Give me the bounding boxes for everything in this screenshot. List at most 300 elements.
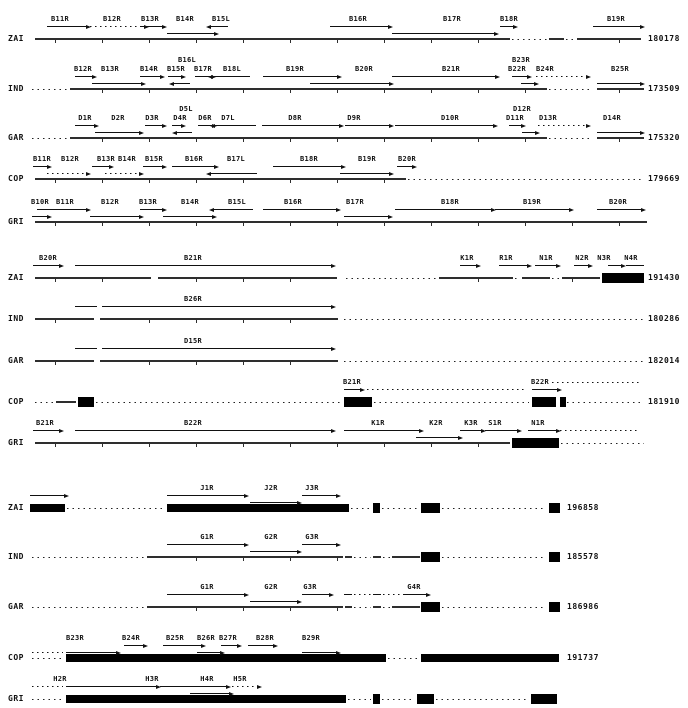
gene-arrow-line: [263, 76, 338, 77]
tick-mark: [478, 444, 479, 447]
gene-label-b14r: B14R: [117, 155, 137, 163]
tick-mark: [102, 40, 103, 43]
tick-mark: [196, 608, 197, 611]
arrowhead-right-icon: [337, 75, 342, 79]
line-segment-gap-dotted: [383, 556, 390, 558]
line-segment-gap-dotted: [567, 401, 644, 403]
gene-label-b21r: B21R: [183, 254, 203, 262]
gene-arrow-line: [190, 693, 230, 694]
tick-mark: [619, 223, 620, 226]
line-segment-gap-dotted: [436, 698, 529, 700]
arrowhead-right-icon: [517, 429, 522, 433]
gene-label-b15r: B15R: [144, 155, 164, 163]
gene-arrow-line: [552, 382, 640, 383]
arrowhead-right-icon: [162, 124, 167, 128]
line-segment-black-box: [549, 552, 560, 562]
line-segment-solid: [35, 178, 406, 180]
tick-mark: [290, 608, 291, 611]
tick-mark: [55, 180, 56, 183]
arrowhead-right-icon: [426, 593, 431, 597]
endpoint-number: 196858: [567, 503, 599, 512]
arrowhead-right-icon: [412, 165, 417, 169]
gene-label-b22r: B22R: [507, 65, 527, 73]
tick-mark: [196, 180, 197, 183]
gene-arrow-line: [626, 265, 644, 266]
tick-mark: [243, 90, 244, 93]
gene-arrow-line: [383, 594, 400, 595]
line-segment-gap-dotted: [442, 556, 546, 558]
tick-mark: [149, 40, 150, 43]
tick-mark: [478, 223, 479, 226]
arrowhead-right-icon: [521, 124, 526, 128]
arrowhead-right-icon: [244, 543, 249, 547]
arrowhead-right-icon: [109, 165, 114, 169]
gene-label-d11r: D11R: [505, 114, 525, 122]
arrowhead-left-icon: [172, 131, 177, 135]
gene-arrow-line: [522, 132, 536, 133]
tick-mark: [243, 223, 244, 226]
gene-label-g1r: G1R: [200, 583, 214, 591]
gene-arrow-line: [521, 83, 535, 84]
arrowhead-right-icon: [226, 685, 231, 689]
tick-mark: [290, 279, 291, 282]
tick-mark: [243, 139, 244, 142]
tick-mark: [290, 90, 291, 93]
tick-mark: [431, 444, 432, 447]
gene-arrow-line: [250, 551, 298, 552]
tick-mark: [290, 139, 291, 142]
arrowhead-right-icon: [336, 208, 341, 212]
gene-label-b12r: B12R: [60, 155, 80, 163]
gene-label-b15l: B15L: [211, 15, 231, 23]
gene-arrow-line: [532, 389, 558, 390]
gene-arrow-line: [124, 645, 144, 646]
arrowhead-right-icon: [527, 264, 532, 268]
arrowhead-right-icon: [569, 208, 574, 212]
gene-arrow-line: [485, 430, 518, 431]
tick-mark: [431, 223, 432, 226]
gene-arrow-line: [102, 306, 332, 307]
gene-label-g3r: G3R: [305, 533, 319, 541]
gene-arrow-line: [75, 306, 97, 307]
line-segment-solid: [549, 38, 564, 40]
line-segment-gap-dotted: [549, 137, 590, 139]
arrowhead-right-icon: [59, 264, 64, 268]
gene-arrow-line: [395, 125, 494, 126]
gene-label-b29r: B29R: [301, 634, 321, 642]
line-segment-gap-dotted: [32, 698, 64, 700]
row-label-gri: GRI: [8, 217, 24, 226]
gene-label-b26r: B26R: [183, 295, 203, 303]
arrowhead-right-icon: [116, 651, 121, 655]
gene-label-b14r: B14R: [139, 65, 159, 73]
gene-arrow-line: [167, 33, 215, 34]
endpoint-number: 175320: [648, 133, 680, 142]
line-segment-gap-dotted: [382, 507, 419, 509]
arrowhead-right-icon: [513, 25, 518, 29]
tick-mark: [102, 279, 103, 282]
gene-arrow-line: [143, 166, 163, 167]
tick-mark: [337, 90, 338, 93]
line-segment-black-box: [549, 602, 560, 612]
gene-arrow-line: [75, 265, 332, 266]
gene-arrow-line: [367, 389, 527, 390]
arrowhead-right-icon: [339, 124, 344, 128]
gene-label-g3r: G3R: [303, 583, 317, 591]
gene-label-g2r: G2R: [264, 583, 278, 591]
gene-arrow-line: [66, 686, 157, 687]
tick-mark: [149, 139, 150, 142]
gene-arrow-line: [560, 430, 640, 431]
line-segment-solid: [373, 556, 381, 558]
gene-arrow-line: [392, 76, 496, 77]
arrowhead-left-icon: [206, 172, 211, 176]
gene-arrow-line: [92, 83, 142, 84]
row-label-gar: GAR: [8, 133, 24, 142]
arrowhead-right-icon: [59, 429, 64, 433]
endpoint-number: 182014: [648, 356, 680, 365]
tick-mark: [619, 90, 620, 93]
row-label-gri: GRI: [8, 694, 24, 703]
gene-label-b20r: B20R: [38, 254, 58, 262]
line-segment-black-box: [373, 694, 380, 704]
endpoint-number: 173509: [648, 84, 680, 93]
line-segment-gap-dotted: [35, 401, 54, 403]
line-segment-solid: [392, 606, 420, 608]
gene-label-b21r: B21R: [441, 65, 461, 73]
arrowhead-right-icon: [534, 82, 539, 86]
line-segment-gap-dotted: [354, 556, 371, 558]
arrowhead-right-icon: [493, 124, 498, 128]
arrowhead-right-icon: [229, 692, 234, 696]
line-segment-solid: [70, 88, 547, 90]
arrowhead-right-icon: [388, 215, 393, 219]
gene-label-b19r: B19R: [606, 15, 626, 23]
tick-mark: [196, 90, 197, 93]
line-segment-black-box: [549, 503, 560, 513]
gene-label-b16r: B16R: [184, 155, 204, 163]
gene-arrow-line: [168, 76, 182, 77]
line-segment-black-box: [560, 397, 566, 407]
line-segment-gap-dotted: [344, 318, 644, 320]
tick-mark: [384, 90, 385, 93]
arrowhead-right-icon: [64, 494, 69, 498]
gene-label-b28r: B28R: [255, 634, 275, 642]
tick-mark: [384, 40, 385, 43]
row-label-zai: ZAI: [8, 503, 24, 512]
gene-label-b18l: B18L: [222, 65, 242, 73]
row-label-ind: IND: [8, 84, 24, 93]
gene-label-b18r: B18R: [499, 15, 519, 23]
gene-arrow-line: [330, 26, 389, 27]
arrowhead-right-icon: [160, 75, 165, 79]
gene-arrow-line: [163, 645, 202, 646]
gene-label-h3r: H3R: [145, 675, 159, 683]
gene-label-b19r: B19R: [285, 65, 305, 73]
line-segment-gap-dotted: [552, 277, 560, 279]
tick-mark: [102, 180, 103, 183]
gene-label-d5l: D5L: [179, 105, 193, 113]
gene-label-n1r: N1R: [531, 419, 545, 427]
gene-arrow-line: [536, 76, 587, 77]
gene-arrow-line: [354, 594, 371, 595]
arrowhead-right-icon: [181, 124, 186, 128]
tick-mark: [290, 320, 291, 323]
tick-mark: [243, 558, 244, 561]
gene-label-b24r: B24R: [535, 65, 555, 73]
gene-label-b26r: B26R: [196, 634, 216, 642]
gene-label-b13r: B13R: [100, 65, 120, 73]
gene-arrow-line: [344, 216, 389, 217]
tick-mark: [619, 139, 620, 142]
line-segment-solid: [100, 360, 338, 362]
arrowhead-right-icon: [586, 75, 591, 79]
gene-arrow-line: [528, 430, 557, 431]
tick-mark: [478, 279, 479, 282]
row-label-ind: IND: [8, 314, 24, 323]
gene-arrow-line: [33, 265, 60, 266]
tick-mark: [525, 223, 526, 226]
arrowhead-right-icon: [214, 32, 219, 36]
tick-mark: [337, 40, 338, 43]
line-segment-solid: [100, 318, 338, 320]
gene-arrow-line: [597, 132, 641, 133]
gene-label-b20r: B20R: [608, 198, 628, 206]
arrowhead-right-icon: [162, 165, 167, 169]
tick-mark: [55, 444, 56, 447]
arrowhead-right-icon: [341, 165, 346, 169]
arrowhead-right-icon: [329, 593, 334, 597]
endpoint-number: 186986: [567, 602, 599, 611]
line-segment-gap-dotted: [346, 277, 437, 279]
line-segment-solid: [345, 606, 352, 608]
tick-mark: [243, 444, 244, 447]
row-label-cop: COP: [8, 174, 24, 183]
gene-label-d6r: D6R: [198, 114, 212, 122]
line-segment-gap-dotted: [515, 277, 520, 279]
gene-arrow-line: [344, 389, 361, 390]
gene-arrow-line: [32, 686, 63, 687]
gene-label-b24r: B24R: [121, 634, 141, 642]
line-segment-black-box: [344, 397, 372, 407]
arrowhead-left-icon: [169, 82, 174, 86]
tick-mark: [196, 558, 197, 561]
row-label-ind: IND: [8, 552, 24, 561]
gene-label-b22r: B22R: [530, 378, 550, 386]
arrowhead-right-icon: [214, 165, 219, 169]
arrowhead-right-icon: [237, 644, 242, 648]
arrowhead-right-icon: [331, 429, 336, 433]
line-segment-gap-dotted: [408, 178, 641, 180]
gene-arrow-line: [163, 216, 213, 217]
row-label-zai: ZAI: [8, 273, 24, 282]
gene-label-k1r: K1R: [460, 254, 474, 262]
line-segment-gap-dotted: [32, 137, 68, 139]
arrowhead-right-icon: [162, 25, 167, 29]
line-segment-solid: [577, 38, 641, 40]
arrowhead-right-icon: [419, 429, 424, 433]
gene-arrow-line: [145, 125, 163, 126]
arrowhead-right-icon: [141, 82, 146, 86]
tick-mark: [149, 320, 150, 323]
tick-mark: [102, 139, 103, 142]
line-segment-gap-dotted: [382, 698, 415, 700]
arrowhead-right-icon: [331, 347, 336, 351]
gene-arrow-line: [460, 265, 477, 266]
gene-arrow-line: [535, 265, 557, 266]
line-segment-gap-dotted: [561, 442, 644, 444]
gene-label-b11r: B11R: [55, 198, 75, 206]
tick-mark: [243, 279, 244, 282]
arrowhead-right-icon: [181, 75, 186, 79]
gene-label-s1r: S1R: [488, 419, 502, 427]
gene-arrow-line: [33, 166, 48, 167]
tick-mark: [196, 362, 197, 365]
line-segment-solid: [35, 38, 510, 40]
arrowhead-left-icon: [208, 75, 213, 79]
line-segment-solid: [56, 401, 76, 403]
gene-arrow-line: [75, 430, 332, 431]
gene-arrow-line: [32, 216, 48, 217]
tick-mark: [196, 40, 197, 43]
gene-arrow-line: [141, 26, 163, 27]
arrowhead-right-icon: [588, 264, 593, 268]
tick-mark: [337, 180, 338, 183]
gene-arrow-line: [90, 26, 145, 27]
arrowhead-right-icon: [336, 543, 341, 547]
arrowhead-right-icon: [162, 208, 167, 212]
arrowhead-right-icon: [527, 75, 532, 79]
gene-arrow-line: [37, 209, 87, 210]
gene-arrow-line: [395, 209, 492, 210]
line-segment-solid: [392, 556, 420, 558]
gene-arrow-line: [344, 594, 352, 595]
tick-mark: [243, 362, 244, 365]
row-label-zai: ZAI: [8, 34, 24, 43]
gene-arrow-line: [210, 26, 228, 27]
gene-arrow-line: [221, 645, 238, 646]
arrowhead-left-icon: [210, 124, 215, 128]
tick-mark: [55, 279, 56, 282]
tick-mark: [619, 40, 620, 43]
gene-arrow-line: [273, 166, 342, 167]
gene-arrow-line: [212, 76, 250, 77]
gene-arrow-line: [608, 265, 622, 266]
line-segment-solid: [147, 606, 343, 608]
tick-mark: [243, 608, 244, 611]
gene-arrow-line: [75, 348, 97, 349]
tick-mark: [243, 40, 244, 43]
gene-arrow-line: [167, 495, 245, 496]
gene-label-b19r: B19R: [357, 155, 377, 163]
gene-arrow-line: [210, 173, 257, 174]
gene-arrow-line: [173, 83, 190, 84]
tick-mark: [102, 223, 103, 226]
line-segment-gap-dotted: [67, 507, 164, 509]
gene-arrow-line: [33, 430, 60, 431]
gene-label-h5r: H5R: [233, 675, 247, 683]
arrowhead-right-icon: [494, 32, 499, 36]
line-segment-black-box: [531, 694, 557, 704]
gene-arrow-line: [495, 209, 570, 210]
line-segment-black-box: [421, 552, 440, 562]
arrowhead-right-icon: [139, 172, 144, 176]
tick-mark: [384, 139, 385, 142]
gene-arrow-line: [263, 209, 337, 210]
arrowhead-right-icon: [388, 25, 393, 29]
gene-arrow-line: [574, 265, 589, 266]
tick-mark: [478, 139, 479, 142]
tick-mark: [384, 180, 385, 183]
gene-arrow-line: [140, 76, 161, 77]
gene-label-b13r: B13R: [96, 155, 116, 163]
gene-arrow-line: [250, 502, 298, 503]
line-segment-solid: [35, 318, 94, 320]
line-segment-solid: [439, 277, 513, 279]
gene-arrow-line: [250, 601, 298, 602]
line-segment-gap-dotted: [566, 38, 575, 40]
gene-label-d2r: D2R: [111, 114, 125, 122]
tick-mark: [196, 279, 197, 282]
endpoint-number: 191430: [648, 273, 680, 282]
tick-mark: [243, 320, 244, 323]
gene-label-n3r: N3R: [597, 254, 611, 262]
gene-arrow-line: [66, 652, 117, 653]
arrowhead-right-icon: [556, 264, 561, 268]
arrowhead-right-icon: [495, 75, 500, 79]
gene-label-b12r: B12R: [102, 15, 122, 23]
endpoint-number: 191737: [567, 653, 599, 662]
line-segment-gap-dotted: [442, 507, 546, 509]
gene-label-b16r: B16R: [283, 198, 303, 206]
tick-mark: [55, 223, 56, 226]
gene-arrow-line: [500, 26, 514, 27]
gene-label-b14r: B14R: [180, 198, 200, 206]
gene-arrow-line: [32, 652, 63, 653]
line-segment-gap-dotted: [32, 88, 68, 90]
line-segment-gap-dotted: [383, 606, 390, 608]
gene-label-b25r: B25R: [610, 65, 630, 73]
gene-label-d14r: D14R: [602, 114, 622, 122]
line-segment-gap-dotted: [354, 606, 371, 608]
arrowhead-right-icon: [244, 593, 249, 597]
gene-label-b15l: B15L: [227, 198, 247, 206]
tick-mark: [337, 558, 338, 561]
gene-arrow-line: [75, 76, 93, 77]
line-segment-solid: [35, 221, 647, 223]
line-segment-gap-dotted: [388, 657, 419, 659]
gene-label-d4r: D4R: [173, 114, 187, 122]
tick-mark: [149, 362, 150, 365]
gene-label-b25r: B25R: [165, 634, 185, 642]
arrowhead-left-icon: [206, 25, 211, 29]
gene-arrow-line: [344, 430, 420, 431]
line-segment-solid: [147, 556, 343, 558]
gene-label-d12r: D12R: [512, 105, 532, 113]
tick-mark: [337, 608, 338, 611]
tick-mark: [102, 444, 103, 447]
endpoint-number: 181910: [648, 397, 680, 406]
gene-label-b12r: B12R: [100, 198, 120, 206]
line-segment-black-box: [417, 694, 434, 704]
line-segment-gap-dotted: [374, 401, 529, 403]
gene-label-b19r: B19R: [522, 198, 542, 206]
gene-label-d10r: D10R: [440, 114, 460, 122]
gene-label-b14r: B14R: [175, 15, 195, 23]
endpoint-number: 180178: [648, 34, 680, 43]
tick-mark: [431, 90, 432, 93]
tick-mark: [55, 362, 56, 365]
